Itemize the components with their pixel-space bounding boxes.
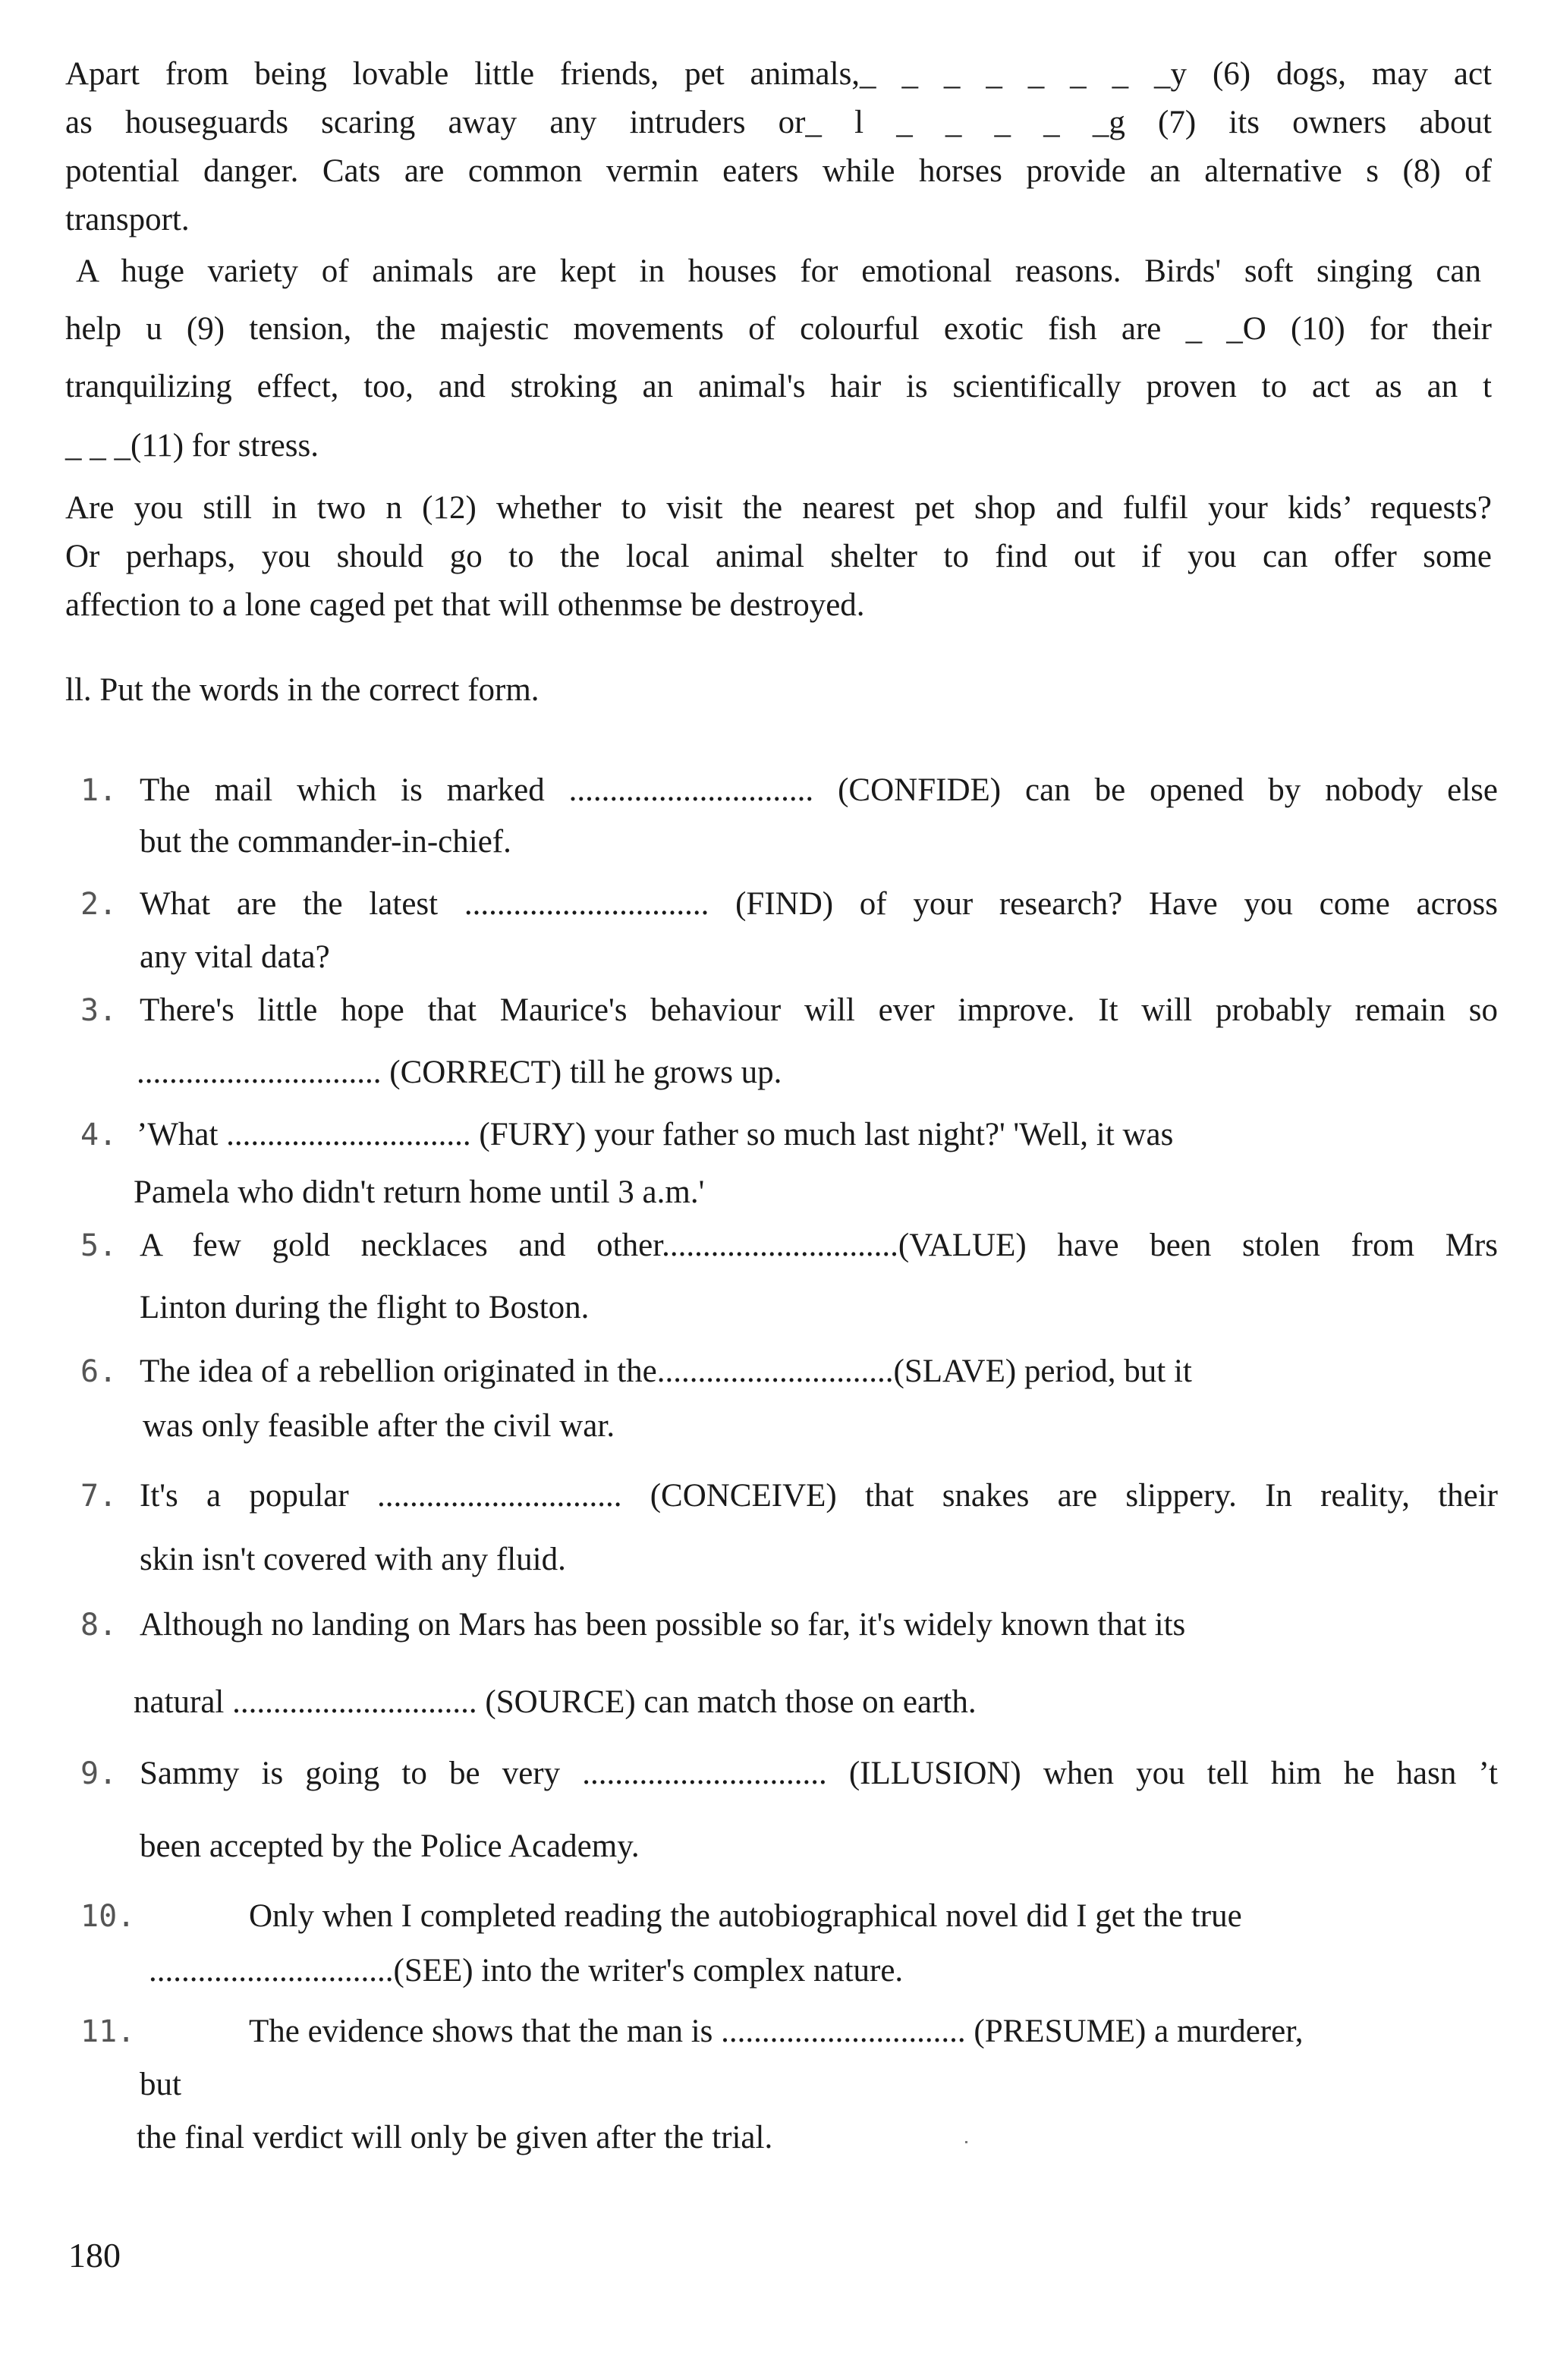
item-text: was only feasible after the civil war.: [143, 1408, 615, 1444]
item-text: Only when I completed reading the autobiographical novel did I get the true: [249, 1898, 1242, 1934]
passage-line: Are you still in two n (12) whether to visit the nearest pet shop and fulfil your kids’ requests?: [65, 490, 1492, 526]
item-text: A few gold necklaces and other.............................(VALUE) have been stolen from Mrs: [140, 1228, 1498, 1263]
passage-line: tranquilizing effect, too, and stroking an animal's hair is scientifically proven to act as an t: [65, 369, 1492, 404]
item-text: ..............................(SEE) into the writer's complex nature.: [149, 1953, 904, 1989]
passage-line: as houseguards scaring away any intruders or_ l _ _ _ _ _g (7) its owners about: [65, 105, 1492, 140]
item-text: but the commander-in-chief.: [140, 824, 511, 860]
item-text: The idea of a rebellion originated in the.............................(SLAVE) period, but it: [140, 1353, 1192, 1389]
item-text: The evidence shows that the man is .............................. (PRESUME) a murderer,: [249, 2014, 1304, 2049]
item-number: 7.: [80, 1479, 118, 1514]
item-number: 3.: [80, 993, 118, 1028]
section-heading: ll. Put the words in the correct form.: [65, 672, 539, 708]
item-number: 9.: [80, 1756, 118, 1791]
passage-line: help u (9) tension, the majestic movements of colourful exotic fish are _ _O (10) for their: [65, 311, 1492, 347]
item-number: 4.: [80, 1118, 118, 1152]
passage-line: potential danger. Cats are common vermin eaters while horses provide an alternative s (8) of: [65, 153, 1492, 189]
item-number: 11.: [80, 2014, 136, 2049]
scan-speck: [965, 2141, 967, 2143]
item-text: What are the latest .............................. (FIND) of your research? Have you come across: [140, 886, 1498, 922]
passage-line: Or perhaps, you should go to the local animal shelter to find out if you can offer some: [65, 539, 1492, 574]
item-text: It's a popular .............................. (CONCEIVE) that snakes are slippery. In reality, their: [140, 1478, 1498, 1514]
passage-line: transport.: [65, 202, 190, 237]
item-text: .............................. (CORRECT) till he grows up.: [137, 1055, 782, 1090]
item-text: Although no landing on Mars has been possible so far, it's widely known that its: [140, 1607, 1186, 1643]
passage-line: _ _ _(11) for stress.: [65, 428, 319, 464]
item-text: Pamela who didn't return home until 3 a.m.': [134, 1174, 705, 1210]
item-text: but: [140, 2067, 181, 2102]
item-number: 6.: [80, 1354, 118, 1389]
passage-line: affection to a lone caged pet that will othenmse be destroyed.: [65, 587, 865, 623]
item-number: 10.: [80, 1899, 136, 1934]
passage-line: Apart from being lovable little friends, pet animals,_ _ _ _ _ _ _ _y (6) dogs, may act: [65, 56, 1492, 92]
passage-line: A huge variety of animals are kept in houses for emotional reasons. Birds' soft singing can: [76, 253, 1481, 289]
item-number: 1.: [80, 773, 118, 808]
item-text: Sammy is going to be very .............................. (ILLUSION) when you tell him he hasn ’t: [140, 1756, 1498, 1791]
page-number: 180: [68, 2236, 121, 2275]
item-text: The mail which is marked .............................. (CONFIDE) can be opened by nobody else: [140, 772, 1498, 808]
item-text: ’What .............................. (FURY) your father so much last night?' 'Well, it was: [137, 1117, 1174, 1152]
item-number: 8.: [80, 1608, 118, 1643]
item-number: 2.: [80, 887, 118, 922]
item-text: Linton during the flight to Boston.: [140, 1290, 590, 1325]
item-text: skin isn't covered with any fluid.: [140, 1542, 566, 1577]
item-text: the final verdict will only be given after the trial.: [137, 2120, 773, 2155]
item-text: There's little hope that Maurice's behaviour will ever improve. It will probably remain so: [140, 992, 1498, 1028]
item-number: 5.: [80, 1228, 118, 1263]
item-text: natural .............................. (SOURCE) can match those on earth.: [134, 1684, 977, 1720]
item-text: any vital data?: [140, 939, 330, 975]
item-text: been accepted by the Police Academy.: [140, 1828, 640, 1864]
